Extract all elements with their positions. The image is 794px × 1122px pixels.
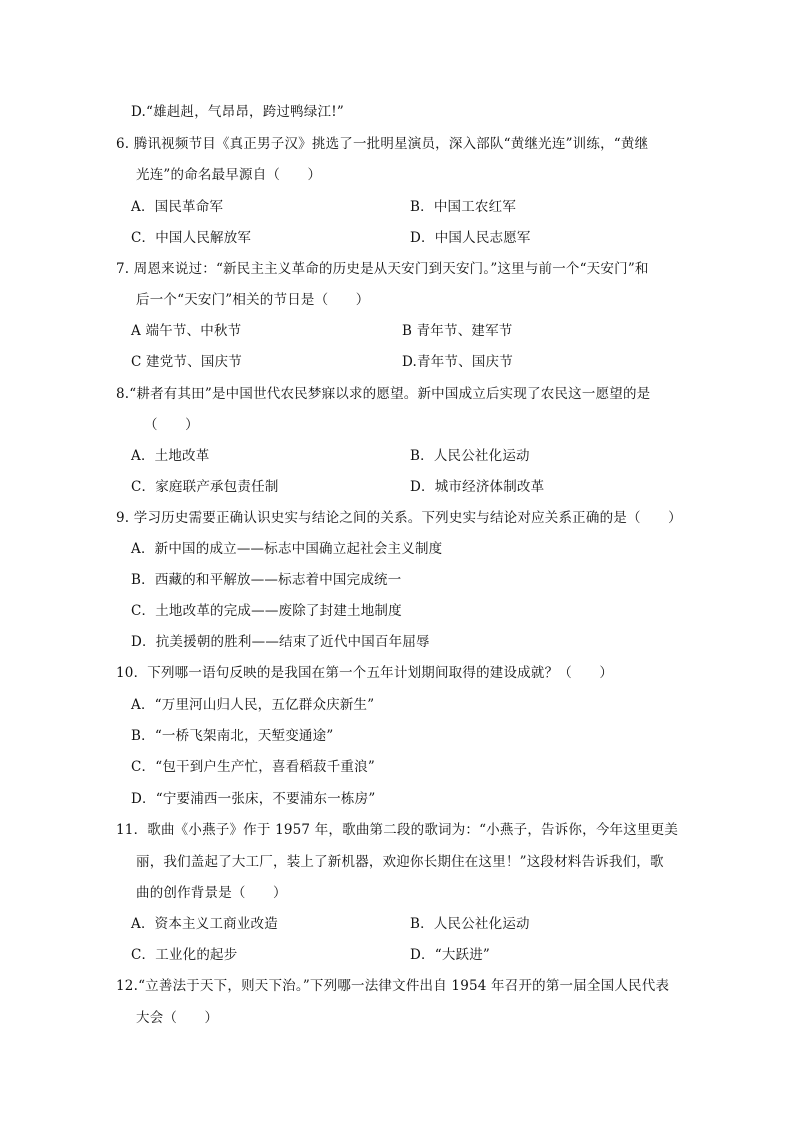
- q6-stem-line1: 6. 腾讯视频节目《真正男子汉》挑选了一批明星演员，深入部队“黄继光连”训练，“黄继: [116, 136, 649, 152]
- q9-option-d: D．抗美援朝的胜利——结束了近代中国百年屈辱: [131, 634, 430, 650]
- q5-option-d: D.“雄赳赳，气昂昂，跨过鸭绿江!”: [131, 104, 344, 120]
- q8-option-a: A．土地改革: [131, 448, 210, 464]
- q7-option-a: A 端午节、中秋节: [131, 323, 242, 339]
- q7-stem-line1: 7. 周恩来说过：“新民主主义革命的历史是从天安门到天安门。”这里与前一个“天安门”和: [116, 261, 649, 277]
- q12-stem-line2: 大会（ ）: [136, 1010, 219, 1026]
- q8-option-b: B．人民公社化运动: [410, 448, 530, 464]
- q8-stem-line1: 8.“耕者有其田”是中国世代农民梦寐以求的愿望。新中国成立后实现了农民这一愿望的是: [116, 386, 651, 402]
- q9-stem-line1: 9. 学习历史需要正确认识史实与结论之间的关系。下列史实与结论对应关系正确的是（ ）: [116, 510, 682, 526]
- q6-stem-line2: 光连”的命名最早源自（ ）: [136, 167, 322, 183]
- q11-stem-line3: 曲的创作背景是（ ）: [136, 885, 287, 901]
- q9-option-b: B．西藏的和平解放——标志着中国完成统一: [131, 572, 402, 588]
- q10-option-a: A．“万里河山归人民，五亿群众庆新生”: [131, 697, 375, 713]
- q7-option-d: D.青年节、国庆节: [402, 354, 513, 370]
- q10-option-c: C．“包干到户生产忙，喜看稻菽千重浪”: [131, 759, 375, 775]
- q8-option-c: C．家庭联产承包责任制: [131, 479, 279, 495]
- q11-option-d: D．“大跃进”: [410, 947, 491, 963]
- q6-option-d: D．中国人民志愿军: [410, 230, 531, 246]
- q6-option-a: A．国民革命军: [131, 199, 224, 215]
- q10-stem-line1: 10．下列哪一语句反映的是我国在第一个五年计划期间取得的建设成就？（ ）: [116, 665, 614, 681]
- q11-option-c: C．工业化的起步: [131, 947, 238, 963]
- q6-option-c: C．中国人民解放军: [131, 230, 252, 246]
- q7-option-b: B 青年节、建军节: [402, 323, 513, 339]
- q7-stem-line2: 后一个“天安门”相关的节日是（ ）: [136, 292, 370, 308]
- q6-option-b: B．中国工农红军: [410, 199, 517, 215]
- q8-option-d: D．城市经济体制改革: [410, 479, 545, 495]
- q11-option-a: A．资本主义工商业改造: [131, 916, 278, 932]
- q8-stem-line2: （ ）: [144, 417, 199, 433]
- q10-option-d: D．“宁要浦西一张床，不要浦东一栋房”: [131, 791, 376, 807]
- q11-option-b: B．人民公社化运动: [410, 916, 530, 932]
- q10-option-b: B．“一桥飞架南北，天堑变通途”: [131, 728, 334, 744]
- q7-option-c: C 建党节、国庆节: [131, 354, 242, 370]
- q12-stem-line1: 12.“立善法于天下，则天下治。”下列哪一法律文件出自 1954 年召开的第一届全国人民代表: [116, 978, 670, 994]
- q9-option-c: C．土地改革的完成——废除了封建土地制度: [131, 603, 402, 619]
- q9-option-a: A．新中国的成立——标志中国确立起社会主义制度: [131, 541, 443, 557]
- q11-stem-line2: 丽，我们盖起了大工厂，装上了新机器，欢迎你长期住在这里！”这段材料告诉我们，歌: [136, 854, 664, 870]
- q11-stem-line1: 11．歌曲《小燕子》作于 1957 年，歌曲第二段的歌词为：“小燕子，告诉你，今年这里更美: [116, 822, 679, 838]
